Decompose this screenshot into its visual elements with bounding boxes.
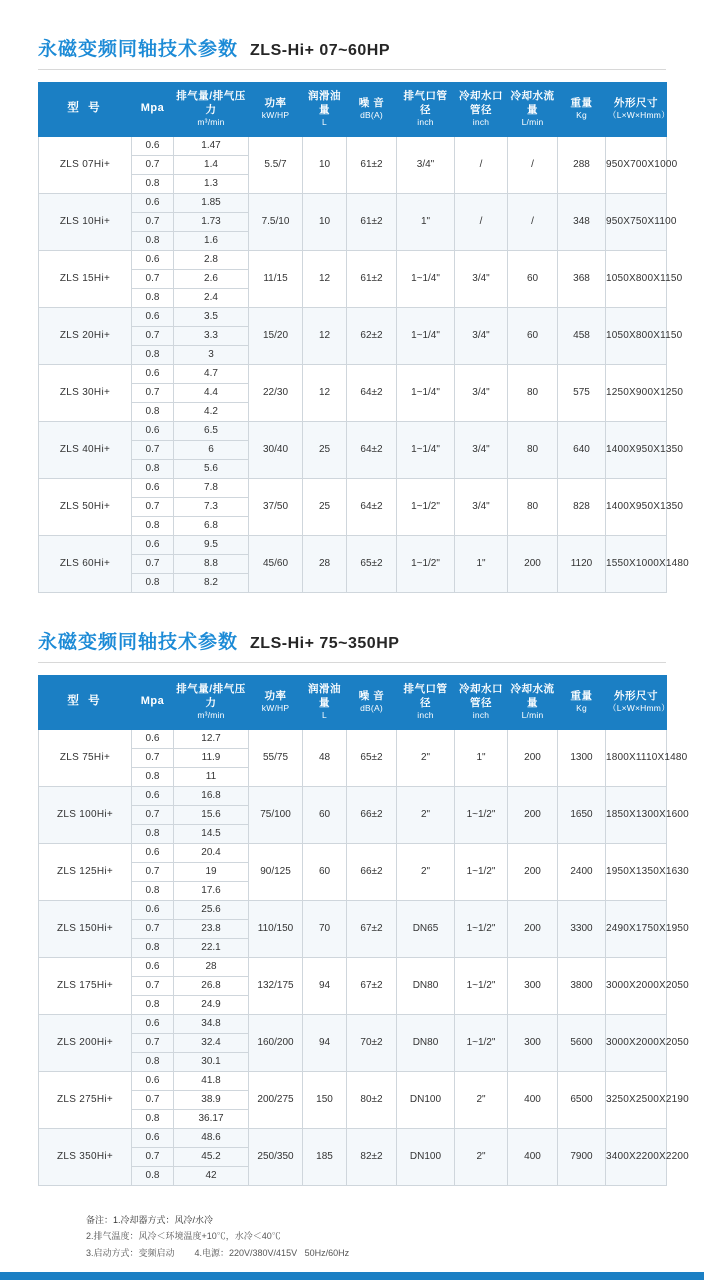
cell-air-flow: 4.7 [174, 364, 249, 383]
cell-air-flow: 3.5 [174, 307, 249, 326]
cell-air-flow: 6.5 [174, 421, 249, 440]
cell-cooling-inlet: 1~1/2" [455, 1014, 508, 1071]
header-air-flow: 排气量/排气压力 m³/min [174, 83, 249, 137]
cell-cooling-inlet: 1~1/2" [455, 843, 508, 900]
cell-model: ZLS 30Hi+ [39, 364, 132, 421]
cell-air-flow: 26.8 [174, 976, 249, 995]
cell-air-flow: 32.4 [174, 1033, 249, 1052]
cell-cooling-flow: 200 [508, 535, 558, 592]
cell-noise: 65±2 [347, 535, 397, 592]
cell-air-flow: 2.4 [174, 288, 249, 307]
cell-cooling-inlet: 1" [455, 535, 508, 592]
cell-weight: 6500 [558, 1071, 606, 1128]
cell-pressure: 0.7 [132, 976, 174, 995]
cell-air-flow: 2.6 [174, 269, 249, 288]
header-cooling-flow: 冷却水流量 L/min [508, 83, 558, 137]
cell-pressure: 0.8 [132, 573, 174, 592]
cell-oil: 150 [303, 1071, 347, 1128]
cell-air-flow: 1.6 [174, 231, 249, 250]
cell-pressure: 0.6 [132, 250, 174, 269]
cell-oil: 10 [303, 136, 347, 193]
table-header-row [39, 83, 667, 137]
section-title-cn: 永磁变频同轴技术参数 [38, 39, 239, 60]
header-model: 型 号 [39, 83, 132, 137]
cell-weight: 1300 [558, 729, 606, 786]
cell-pressure: 0.8 [132, 767, 174, 786]
header-cooling-flow: 冷却水流量 L/min [508, 675, 558, 729]
table-row [39, 900, 667, 919]
cell-cooling-inlet: 3/4" [455, 478, 508, 535]
cell-pressure: 0.6 [132, 136, 174, 155]
cell-pressure: 0.7 [132, 554, 174, 573]
cell-air-flow: 8.2 [174, 573, 249, 592]
cell-outlet-diameter: 1~1/4" [397, 364, 455, 421]
header-mpa: Mpa [132, 675, 174, 729]
cell-air-flow: 23.8 [174, 919, 249, 938]
cell-model: ZLS 275Hi+ [39, 1071, 132, 1128]
cell-air-flow: 6.8 [174, 516, 249, 535]
header-model: 型 号 [39, 675, 132, 729]
cell-outlet-diameter: 1~1/2" [397, 535, 455, 592]
cell-dimensions: 3250X2500X2190 [606, 1071, 667, 1128]
cell-air-flow: 15.6 [174, 805, 249, 824]
cell-weight: 348 [558, 193, 606, 250]
cell-model: ZLS 20Hi+ [39, 307, 132, 364]
cell-air-flow: 24.9 [174, 995, 249, 1014]
cell-pressure: 0.6 [132, 786, 174, 805]
cell-air-flow: 1.4 [174, 155, 249, 174]
cell-power: 7.5/10 [249, 193, 303, 250]
cell-pressure: 0.8 [132, 174, 174, 193]
cell-pressure: 0.6 [132, 193, 174, 212]
cell-outlet-diameter: DN65 [397, 900, 455, 957]
cell-model: ZLS 40Hi+ [39, 421, 132, 478]
cell-noise: 65±2 [347, 729, 397, 786]
cell-air-flow: 5.6 [174, 459, 249, 478]
cell-power: 30/40 [249, 421, 303, 478]
cell-cooling-flow: 80 [508, 478, 558, 535]
cell-air-flow: 12.7 [174, 729, 249, 748]
footnote-line-1: 备注：1.冷却器方式：风冷/水冷 [86, 1214, 214, 1225]
cell-power: 200/275 [249, 1071, 303, 1128]
cell-outlet-diameter: 1~1/4" [397, 250, 455, 307]
cell-pressure: 0.7 [132, 212, 174, 231]
cell-pressure: 0.6 [132, 1071, 174, 1090]
cell-oil: 94 [303, 1014, 347, 1071]
cell-weight: 2400 [558, 843, 606, 900]
cell-oil: 12 [303, 364, 347, 421]
cell-outlet-diameter: 1~1/4" [397, 421, 455, 478]
cell-outlet-diameter: 2" [397, 729, 455, 786]
table-body-75-350hp [39, 729, 689, 1185]
cell-pressure: 0.7 [132, 862, 174, 881]
cell-power: 75/100 [249, 786, 303, 843]
header-weight: 重量 Kg [558, 83, 606, 137]
cell-power: 45/60 [249, 535, 303, 592]
footnote-line-2: 2.排气温度：风冷＜环境温度+10℃，水冷＜40℃ [86, 1231, 281, 1242]
cell-power: 55/75 [249, 729, 303, 786]
cell-power: 160/200 [249, 1014, 303, 1071]
cell-pressure: 0.8 [132, 288, 174, 307]
header-oil: 润滑油量 L [303, 675, 347, 729]
cell-model: ZLS 60Hi+ [39, 535, 132, 592]
cell-pressure: 0.7 [132, 805, 174, 824]
cell-pressure: 0.7 [132, 440, 174, 459]
cell-oil: 28 [303, 535, 347, 592]
cell-weight: 7900 [558, 1128, 606, 1185]
cell-power: 11/15 [249, 250, 303, 307]
cell-air-flow: 1.73 [174, 212, 249, 231]
cell-outlet-diameter: 1~1/2" [397, 478, 455, 535]
cell-pressure: 0.6 [132, 1128, 174, 1147]
header-power: 功率 kW/HP [249, 675, 303, 729]
cell-pressure: 0.7 [132, 497, 174, 516]
bottom-accent-bar [0, 1272, 704, 1280]
cell-air-flow: 2.8 [174, 250, 249, 269]
cell-air-flow: 4.4 [174, 383, 249, 402]
table-row [39, 478, 667, 497]
section-07-60hp [0, 0, 704, 593]
cell-pressure: 0.6 [132, 957, 174, 976]
header-dimensions: 外形尺寸 （L×W×Hmm） [606, 83, 667, 137]
cell-cooling-inlet: 3/4" [455, 364, 508, 421]
cell-noise: 64±2 [347, 478, 397, 535]
header-noise: 噪 音 dB(A) [347, 675, 397, 729]
header-oil: 润滑油量 L [303, 83, 347, 137]
cell-dimensions: 1400X950X1350 [606, 421, 667, 478]
cell-oil: 60 [303, 786, 347, 843]
cell-outlet-diameter: 1" [397, 193, 455, 250]
table-row [39, 729, 667, 748]
cell-cooling-inlet: 1~1/2" [455, 786, 508, 843]
cell-air-flow: 19 [174, 862, 249, 881]
cell-noise: 61±2 [347, 136, 397, 193]
cell-power: 132/175 [249, 957, 303, 1014]
table-row [39, 535, 667, 554]
cell-power: 37/50 [249, 478, 303, 535]
cell-pressure: 0.6 [132, 1014, 174, 1033]
header-cooling-inlet: 冷却水口管径 inch [455, 675, 508, 729]
cell-air-flow: 38.9 [174, 1090, 249, 1109]
cell-noise: 61±2 [347, 250, 397, 307]
cell-air-flow: 1.3 [174, 174, 249, 193]
cell-cooling-flow: 300 [508, 957, 558, 1014]
cell-pressure: 0.6 [132, 307, 174, 326]
cell-power: 90/125 [249, 843, 303, 900]
cell-air-flow: 17.6 [174, 881, 249, 900]
cell-power: 250/350 [249, 1128, 303, 1185]
cell-dimensions: 1800X1110X1480 [606, 729, 667, 786]
header-outlet-diameter: 排气口管径 inch [397, 83, 455, 137]
cell-weight: 458 [558, 307, 606, 364]
cell-air-flow: 6 [174, 440, 249, 459]
cell-air-flow: 1.85 [174, 193, 249, 212]
table-row [39, 1071, 667, 1090]
cell-model: ZLS 100Hi+ [39, 786, 132, 843]
cell-cooling-inlet: 1~1/2" [455, 900, 508, 957]
cell-model: ZLS 200Hi+ [39, 1014, 132, 1071]
table-row [39, 1128, 667, 1147]
cell-model: ZLS 10Hi+ [39, 193, 132, 250]
cell-cooling-inlet: 1~1/2" [455, 957, 508, 1014]
cell-dimensions: 3000X2000X2050 [606, 1014, 667, 1071]
section-title-en: ZLS-Hi+ 75~350HP [250, 634, 400, 652]
cell-pressure: 0.8 [132, 995, 174, 1014]
cell-pressure: 0.7 [132, 748, 174, 767]
cell-dimensions: 3400X2200X2200 [606, 1128, 667, 1185]
cell-cooling-inlet: / [455, 136, 508, 193]
cell-model: ZLS 50Hi+ [39, 478, 132, 535]
cell-pressure: 0.6 [132, 843, 174, 862]
footnote-line-3: 3.启动方式：变频启动 4.电源：220V/380V/415V 50Hz/60Hz [86, 1247, 350, 1258]
cell-pressure: 0.8 [132, 824, 174, 843]
cell-weight: 288 [558, 136, 606, 193]
cell-oil: 12 [303, 250, 347, 307]
cell-cooling-flow: 200 [508, 786, 558, 843]
cell-pressure: 0.7 [132, 269, 174, 288]
cell-noise: 66±2 [347, 786, 397, 843]
cell-cooling-inlet: 2" [455, 1128, 508, 1185]
cell-outlet-diameter: DN100 [397, 1128, 455, 1185]
cell-pressure: 0.7 [132, 1090, 174, 1109]
cell-oil: 25 [303, 478, 347, 535]
cell-weight: 3300 [558, 900, 606, 957]
cell-weight: 828 [558, 478, 606, 535]
cell-oil: 185 [303, 1128, 347, 1185]
table-row [39, 1014, 667, 1033]
spec-table-75-350hp [38, 675, 689, 1186]
cell-model: ZLS 350Hi+ [39, 1128, 132, 1185]
cell-air-flow: 7.3 [174, 497, 249, 516]
cell-pressure: 0.7 [132, 1147, 174, 1166]
cell-air-flow: 48.6 [174, 1128, 249, 1147]
cell-pressure: 0.7 [132, 1033, 174, 1052]
cell-pressure: 0.7 [132, 383, 174, 402]
cell-outlet-diameter: 2" [397, 786, 455, 843]
cell-air-flow: 22.1 [174, 938, 249, 957]
cell-air-flow: 30.1 [174, 1052, 249, 1071]
cell-cooling-flow: 400 [508, 1071, 558, 1128]
section-75-350hp [0, 593, 704, 1186]
cell-air-flow: 20.4 [174, 843, 249, 862]
cell-air-flow: 9.5 [174, 535, 249, 554]
section-title-en: ZLS-Hi+ 07~60HP [250, 42, 391, 59]
header-noise: 噪 音 dB(A) [347, 83, 397, 137]
cell-air-flow: 11 [174, 767, 249, 786]
cell-noise: 67±2 [347, 900, 397, 957]
table-row [39, 786, 667, 805]
section-header [38, 593, 666, 663]
cell-dimensions: 1550X1000X1480 [606, 535, 667, 592]
cell-pressure: 0.6 [132, 729, 174, 748]
table-header-row [39, 675, 667, 729]
header-cooling-inlet: 冷却水口管径 inch [455, 83, 508, 137]
cell-cooling-flow: 80 [508, 421, 558, 478]
cell-cooling-inlet: 2" [455, 1071, 508, 1128]
cell-dimensions: 1250X900X1250 [606, 364, 667, 421]
cell-cooling-flow: / [508, 136, 558, 193]
header-air-flow: 排气量/排气压力 m³/min [174, 675, 249, 729]
header-mpa: Mpa [132, 83, 174, 137]
cell-pressure: 0.6 [132, 478, 174, 497]
cell-air-flow: 7.8 [174, 478, 249, 497]
cell-oil: 94 [303, 957, 347, 1014]
cell-weight: 368 [558, 250, 606, 307]
cell-pressure: 0.6 [132, 421, 174, 440]
cell-oil: 12 [303, 307, 347, 364]
cell-dimensions: 950X700X1000 [606, 136, 667, 193]
cell-cooling-flow: 200 [508, 729, 558, 786]
section-header [38, 0, 666, 70]
cell-cooling-flow: / [508, 193, 558, 250]
cell-air-flow: 11.9 [174, 748, 249, 767]
cell-air-flow: 1.47 [174, 136, 249, 155]
table-row [39, 193, 667, 212]
cell-outlet-diameter: 3/4" [397, 136, 455, 193]
cell-weight: 1120 [558, 535, 606, 592]
header-power: 功率 kW/HP [249, 83, 303, 137]
cell-air-flow: 42 [174, 1166, 249, 1185]
cell-model: ZLS 175Hi+ [39, 957, 132, 1014]
cell-pressure: 0.8 [132, 1052, 174, 1071]
cell-air-flow: 8.8 [174, 554, 249, 573]
header-dimensions: 外形尺寸 （L×W×Hmm） [606, 675, 667, 729]
cell-noise: 67±2 [347, 957, 397, 1014]
cell-cooling-inlet: 3/4" [455, 307, 508, 364]
cell-oil: 60 [303, 843, 347, 900]
table-row [39, 250, 667, 269]
cell-pressure: 0.6 [132, 900, 174, 919]
cell-air-flow: 28 [174, 957, 249, 976]
cell-pressure: 0.8 [132, 938, 174, 957]
cell-cooling-inlet: 1" [455, 729, 508, 786]
cell-air-flow: 36.17 [174, 1109, 249, 1128]
table-row [39, 307, 667, 326]
cell-pressure: 0.7 [132, 155, 174, 174]
cell-air-flow: 16.8 [174, 786, 249, 805]
cell-outlet-diameter: 2" [397, 843, 455, 900]
cell-cooling-flow: 60 [508, 250, 558, 307]
cell-cooling-flow: 200 [508, 843, 558, 900]
cell-noise: 61±2 [347, 193, 397, 250]
table-row [39, 364, 667, 383]
cell-noise: 66±2 [347, 843, 397, 900]
cell-pressure: 0.8 [132, 459, 174, 478]
cell-weight: 640 [558, 421, 606, 478]
cell-air-flow: 3.3 [174, 326, 249, 345]
cell-air-flow: 4.2 [174, 402, 249, 421]
cell-model: ZLS 75Hi+ [39, 729, 132, 786]
cell-noise: 64±2 [347, 364, 397, 421]
cell-power: 22/30 [249, 364, 303, 421]
cell-model: ZLS 125Hi+ [39, 843, 132, 900]
table-row [39, 957, 667, 976]
table-body-07-60hp [39, 136, 689, 592]
cell-power: 110/150 [249, 900, 303, 957]
cell-noise: 62±2 [347, 307, 397, 364]
cell-air-flow: 14.5 [174, 824, 249, 843]
cell-cooling-inlet: 3/4" [455, 421, 508, 478]
table-row [39, 843, 667, 862]
cell-dimensions: 1050X800X1150 [606, 250, 667, 307]
cell-cooling-flow: 300 [508, 1014, 558, 1071]
cell-cooling-inlet: / [455, 193, 508, 250]
cell-cooling-flow: 200 [508, 900, 558, 957]
cell-weight: 575 [558, 364, 606, 421]
cell-oil: 70 [303, 900, 347, 957]
cell-oil: 25 [303, 421, 347, 478]
cell-air-flow: 41.8 [174, 1071, 249, 1090]
cell-air-flow: 25.6 [174, 900, 249, 919]
section-title-cn: 永磁变频同轴技术参数 [38, 631, 239, 653]
cell-dimensions: 1850X1300X1600 [606, 786, 667, 843]
cell-dimensions: 1950X1350X1630 [606, 843, 667, 900]
cell-noise: 80±2 [347, 1071, 397, 1128]
cell-pressure: 0.7 [132, 919, 174, 938]
cell-oil: 48 [303, 729, 347, 786]
spec-table-07-60hp [38, 82, 689, 593]
cell-outlet-diameter: DN80 [397, 1014, 455, 1071]
cell-pressure: 0.8 [132, 345, 174, 364]
cell-oil: 10 [303, 193, 347, 250]
cell-weight: 3800 [558, 957, 606, 1014]
cell-cooling-inlet: 3/4" [455, 250, 508, 307]
header-weight: 重量 Kg [558, 675, 606, 729]
cell-cooling-flow: 80 [508, 364, 558, 421]
cell-pressure: 0.8 [132, 516, 174, 535]
cell-pressure: 0.8 [132, 402, 174, 421]
footnotes [0, 1186, 704, 1280]
cell-model: ZLS 07Hi+ [39, 136, 132, 193]
cell-cooling-flow: 60 [508, 307, 558, 364]
header-outlet-diameter: 排气口管径 inch [397, 675, 455, 729]
cell-power: 15/20 [249, 307, 303, 364]
cell-power: 5.5/7 [249, 136, 303, 193]
cell-pressure: 0.8 [132, 881, 174, 900]
cell-weight: 5600 [558, 1014, 606, 1071]
cell-noise: 82±2 [347, 1128, 397, 1185]
cell-outlet-diameter: DN100 [397, 1071, 455, 1128]
cell-pressure: 0.6 [132, 535, 174, 554]
cell-pressure: 0.7 [132, 326, 174, 345]
cell-model: ZLS 15Hi+ [39, 250, 132, 307]
cell-dimensions: 1050X800X1150 [606, 307, 667, 364]
cell-air-flow: 45.2 [174, 1147, 249, 1166]
cell-air-flow: 34.8 [174, 1014, 249, 1033]
cell-dimensions: 1400X950X1350 [606, 478, 667, 535]
cell-outlet-diameter: 1~1/4" [397, 307, 455, 364]
cell-dimensions: 3000X2000X2050 [606, 957, 667, 1014]
cell-weight: 1650 [558, 786, 606, 843]
cell-noise: 64±2 [347, 421, 397, 478]
cell-pressure: 0.8 [132, 231, 174, 250]
table-row [39, 136, 667, 155]
cell-cooling-flow: 400 [508, 1128, 558, 1185]
cell-pressure: 0.6 [132, 364, 174, 383]
cell-dimensions: 2490X1750X1950 [606, 900, 667, 957]
table-row [39, 421, 667, 440]
cell-noise: 70±2 [347, 1014, 397, 1071]
cell-outlet-diameter: DN80 [397, 957, 455, 1014]
cell-pressure: 0.8 [132, 1166, 174, 1185]
cell-air-flow: 3 [174, 345, 249, 364]
cell-pressure: 0.8 [132, 1109, 174, 1128]
cell-model: ZLS 150Hi+ [39, 900, 132, 957]
cell-dimensions: 950X750X1100 [606, 193, 667, 250]
